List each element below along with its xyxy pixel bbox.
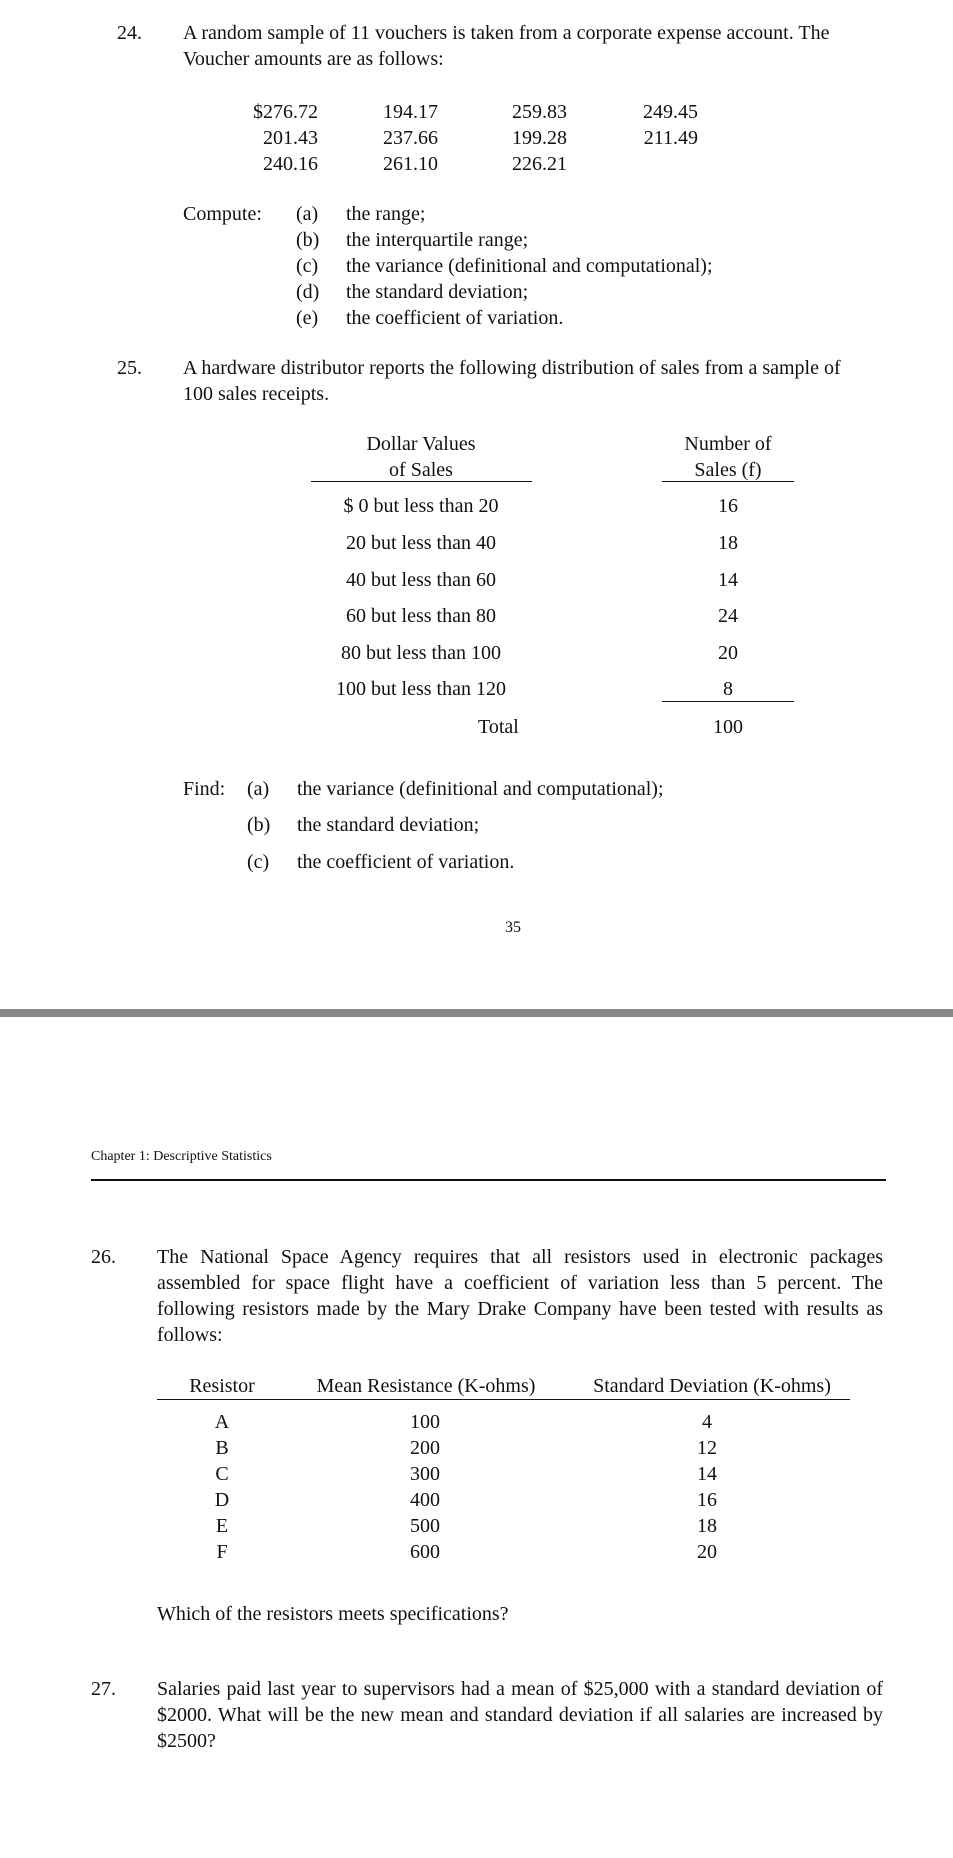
col1-header-rule [311,481,532,482]
amount-cell: 199.28 [512,127,567,149]
table-header-rule [157,1399,850,1400]
total-rule [662,701,794,702]
mean-value: 200 [410,1437,440,1459]
item-text: the variance (definitional and computational); [297,778,664,800]
sd-value: 18 [697,1515,717,1537]
amount-cell: 249.45 [643,101,698,123]
item-text: the coefficient of variation. [297,851,515,873]
resistor-id: C [215,1463,229,1485]
sales-frequency: 24 [718,605,738,627]
amount-cell: 194.17 [383,101,438,123]
amount-cell: 237.66 [383,127,438,149]
q25-text-line1: A hardware distributor reports the following distribution of sales from a sample of [183,357,841,379]
item-text: the standard deviation; [346,281,529,303]
header-rule [91,1179,886,1181]
q27-number: 27. [91,1678,116,1700]
sd-value: 14 [697,1463,717,1485]
sales-range: 80 but less than 100 [341,642,501,664]
q26-number: 26. [91,1246,116,1268]
item-letter: (e) [296,307,319,329]
q24-number: 24. [117,22,142,44]
col2-header-line1: Number of [684,433,772,455]
sd-value: 4 [702,1411,712,1433]
q26-text: The National Space Agency requires that all resistors used in electronic packages assembled for space flight have a coefficient of variation less than 5 percent. The following resistors made by the Mary Drake Company have been tested with results as follows: [157,1246,883,1346]
sales-frequency: 14 [718,569,738,591]
item-letter: (c) [247,851,270,873]
q24-text-line2: Voucher amounts are as follows: [183,48,444,70]
sales-range: 100 but less than 120 [336,678,506,700]
item-letter: (c) [296,255,319,277]
resistor-header: Resistor [189,1375,255,1397]
sales-range: 40 but less than 60 [346,569,496,591]
item-letter: (d) [296,281,320,303]
q25-text-line2: 100 sales receipts. [183,383,330,405]
sd-header: Standard Deviation (K-ohms) [593,1375,831,1397]
mean-value: 300 [410,1463,440,1485]
q25-number: 25. [117,357,142,379]
amount-cell: 240.16 [263,153,318,175]
mean-value: 400 [410,1489,440,1511]
resistor-id: B [215,1437,229,1459]
page-divider [0,1009,953,1017]
col2-header-line2: Sales (f) [694,459,762,481]
sales-range: 20 but less than 40 [346,532,496,554]
sales-frequency: 20 [718,642,738,664]
sales-range: $ 0 but less than 20 [343,495,499,517]
q27-text: Salaries paid last year to supervisors had a mean of $25,000 with a standard deviation of $2000. What will be the new mean and standard deviation if all salaries are increased by $2500? [157,1678,883,1752]
sd-value: 16 [697,1489,717,1511]
item-letter: (a) [296,203,319,225]
total-value: 100 [713,716,743,738]
amount-cell: $276.72 [253,101,318,123]
resistor-id: E [215,1515,229,1537]
mean-header: Mean Resistance (K-ohms) [316,1375,536,1397]
item-text: the variance (definitional and computational); [346,255,713,277]
col1-header-line1: Dollar Values [366,433,476,455]
sd-value: 12 [697,1437,717,1459]
mean-value: 500 [410,1515,440,1537]
q26-question: Which of the resistors meets specifications? [157,1603,509,1625]
compute-label: Compute: [183,203,262,225]
item-letter: (b) [247,814,271,836]
item-letter: (b) [296,229,320,251]
item-text: the coefficient of variation. [346,307,564,329]
page-number: 35 [505,919,521,936]
chapter-header: Chapter 1: Descriptive Statistics [91,1149,272,1164]
total-label: Total [478,716,519,738]
sales-frequency: 16 [718,495,738,517]
amount-cell: 261.10 [383,153,438,175]
sales-range: 60 but less than 80 [346,605,496,627]
sales-frequency: 18 [718,532,738,554]
amount-cell: 211.49 [643,127,698,149]
item-text: the interquartile range; [346,229,529,251]
find-label: Find: [183,778,226,800]
amount-cell: 259.83 [512,101,567,123]
resistor-id: A [214,1411,230,1433]
mean-value: 100 [410,1411,440,1433]
resistor-id: D [214,1489,230,1511]
resistor-id: F [216,1541,228,1563]
item-text: the range; [346,203,426,225]
mean-value: 600 [410,1541,440,1563]
col2-header-rule [662,481,794,482]
amount-cell: 201.43 [263,127,318,149]
item-letter: (a) [247,778,270,800]
sales-frequency: 8 [723,678,733,700]
col1-header-line2: of Sales [389,459,453,481]
q24-text-line1: A random sample of 11 vouchers is taken from a corporate expense account. The [183,22,830,44]
amount-cell: 226.21 [512,153,567,175]
item-text: the standard deviation; [297,814,480,836]
sd-value: 20 [697,1541,717,1563]
